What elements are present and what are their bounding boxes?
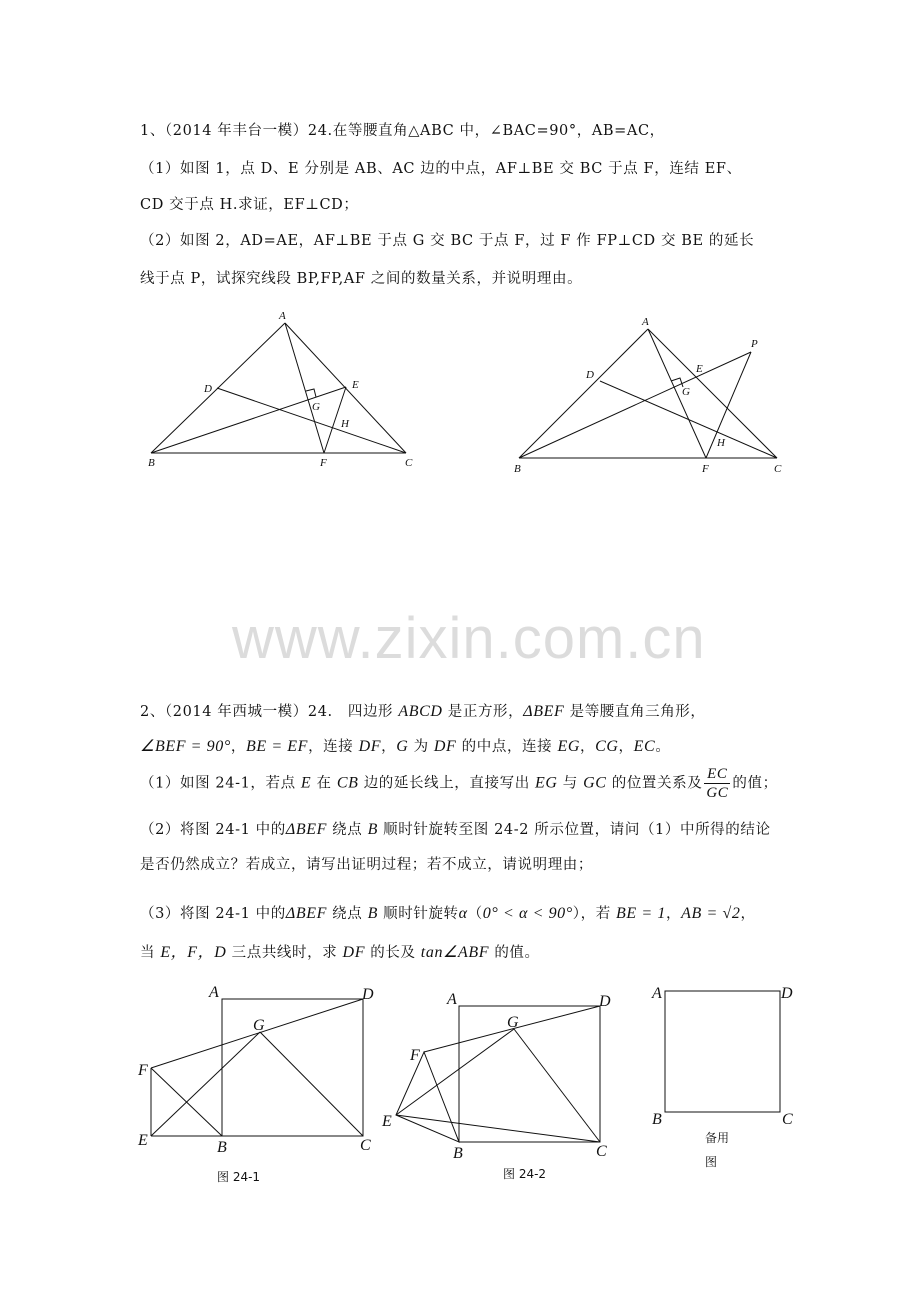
p2-l2-end: 。 — [655, 739, 671, 755]
p2-l3-gc: GC — [583, 774, 607, 792]
p2-l1-a: 2、（2014 年西城一模）24. 四边形 — [140, 704, 399, 720]
problem1-line4: （2）如图 2，AD=AE，AF⊥BE 于点 G 交 BC 于点 F，过 F 作 FP⊥CD 交 BE 的延长 — [140, 233, 755, 249]
fig2-label-g: G — [682, 386, 690, 398]
p2-ec: EC — [633, 738, 656, 755]
p2-l2-sep3: ， — [580, 739, 596, 755]
p2-l2-t2: 为 — [408, 739, 434, 755]
fig1-label-a: A — [279, 310, 286, 322]
fig2-label-e: E — [696, 363, 703, 375]
p2-l4-point-b: B — [367, 821, 378, 838]
p2-l7-a: 当 — [140, 945, 161, 961]
p2-l4-a: （2）将图 24-1 中的 — [140, 822, 286, 838]
p2-l6-c: 顺时针旋转 — [377, 906, 459, 922]
fig241-label-d: D — [362, 986, 374, 1003]
p2-l3-e2: 的位置关系及 — [606, 775, 703, 792]
fig241-label-f: F — [138, 1062, 148, 1079]
fig2-label-d: D — [586, 369, 594, 381]
problem1-line5: 线于点 P，试探究线段 BP,FP,AF 之间的数量关系，并说明理由。 — [140, 271, 583, 287]
fig242-label-f: F — [410, 1047, 420, 1064]
fig2-label-p: P — [751, 338, 758, 350]
fig242-label-c: C — [596, 1143, 607, 1160]
figure-24-1-caption: 图 24-1 — [217, 1170, 261, 1184]
fig241-label-e: E — [138, 1132, 148, 1149]
spare-label-a: A — [652, 985, 662, 1002]
p2-l1-b: 是正方形， — [442, 704, 524, 720]
p2-l6-ab: AB = √2 — [681, 905, 741, 922]
fig2-label-b: B — [514, 463, 521, 475]
fraction-numerator: EC — [704, 765, 730, 784]
p2-l3-d: 与 — [557, 775, 584, 792]
fig2-label-h: H — [717, 437, 725, 449]
fig241-label-b: B — [217, 1139, 227, 1156]
p2-l6-a: （3）将图 24-1 中的 — [140, 906, 286, 922]
p2-g: G — [396, 738, 409, 755]
p2-l2-t3: 的中点，连接 — [456, 739, 558, 755]
p2-l6-d: （ — [467, 906, 483, 922]
p2-l4-c: 顺时针旋转至图 24-2 所示位置，请问（1）中所得的结论 — [377, 822, 771, 838]
spare-label-b: B — [652, 1111, 662, 1128]
fig241-label-c: C — [360, 1137, 371, 1154]
fig242-label-a: A — [447, 991, 457, 1008]
fig1-label-d: D — [204, 383, 212, 395]
p2-l6-e: ），若 — [572, 906, 617, 922]
p2-df2: DF — [433, 738, 457, 755]
p2-l6-point-b: B — [367, 905, 378, 922]
fig1-label-f: F — [320, 457, 327, 469]
problem2-line5: 是否仍然成立？若成立，请写出证明过程；若不成立，请说明理由； — [140, 857, 593, 873]
fig241-label-a: A — [209, 984, 219, 1001]
fig242-label-b: B — [453, 1145, 463, 1162]
p2-cg: CG — [595, 738, 619, 755]
fig241-label-g: G — [253, 1017, 265, 1034]
fig2-label-f: F — [702, 463, 709, 475]
figure-24-2-caption: 图 24-2 — [503, 1167, 547, 1181]
p2-bef: ΔBEF — [523, 703, 565, 720]
p2-l3-cb: CB — [336, 774, 359, 792]
p2-l4-b: 绕点 — [326, 822, 368, 838]
watermark: www.zixin.com.cn — [232, 606, 706, 671]
problem1-line1: 1、（2014 年丰台一模）24.在等腰直角△ABC 中，∠BAC=90°，AB=AC， — [140, 123, 665, 139]
spare-label-c: C — [782, 1111, 793, 1128]
p2-l3-a: （1）如图 24-1，若点 — [140, 775, 301, 792]
p2-l6-f: ， — [666, 906, 682, 922]
p2-l3-b: 在 — [311, 775, 337, 792]
p2-l3-c: 边的延长线上，直接写出 — [358, 775, 536, 792]
spare-label-d: D — [781, 985, 793, 1002]
spare-figure-caption-1: 备用 — [705, 1131, 730, 1145]
p2-l2-t1: ，连接 — [308, 739, 359, 755]
problem1-line2: （1）如图 1，点 D、E 分别是 AB、AC 边的中点，AF⊥BE 交 BC 于点 F，连结 EF、 — [140, 161, 742, 177]
fig1-label-b: B — [148, 457, 155, 469]
p2-abcd: ABCD — [398, 703, 443, 720]
p2-l6-b: 绕点 — [326, 906, 368, 922]
spare-figure-caption-2: 图 — [705, 1155, 718, 1169]
problem1-line3: CD 交于点 H.求证，EF⊥CD； — [140, 197, 359, 213]
p2-l2-sep4: ， — [618, 739, 634, 755]
p2-l7-df: DF — [342, 944, 366, 961]
fig242-label-d: D — [599, 993, 611, 1010]
p2-df: DF — [358, 738, 382, 755]
p2-l1-c: 是等腰直角三角形， — [564, 704, 706, 720]
p2-be-eq-ef: BE = EF — [245, 738, 309, 755]
fig1-label-g: G — [312, 401, 320, 413]
p2-l6-range: 0° < α < 90° — [482, 905, 573, 922]
fig1-label-h: H — [341, 418, 349, 430]
p2-l2-sep2: ， — [381, 739, 397, 755]
p2-l3-f: 的值； — [732, 775, 778, 792]
fig2-label-c: C — [774, 463, 782, 475]
p2-l7-efd: E，F，D — [160, 944, 227, 961]
fig1-label-e: E — [352, 379, 359, 391]
p2-l3-eg: EG — [535, 774, 558, 792]
p2-l6-g: ， — [740, 906, 756, 922]
p2-l7-d: 的值。 — [489, 945, 540, 961]
p2-l6-bef: ΔBEF — [285, 905, 327, 922]
p2-l7-b: 三点共线时，求 — [226, 945, 343, 961]
p2-l7-c: 的长及 — [365, 945, 421, 961]
p2-l4-bef: ΔBEF — [285, 821, 327, 838]
p2-l3-e: E — [300, 774, 312, 792]
fig242-label-e: E — [382, 1113, 392, 1130]
p2-eg: EG — [557, 738, 580, 755]
fig1-label-c: C — [405, 457, 413, 469]
fig242-label-g: G — [507, 1014, 519, 1031]
p2-angle-bef: ∠BEF = 90° — [140, 738, 231, 755]
fraction-denominator: GC — [706, 785, 729, 801]
p2-l7-tan: tan∠ABF — [420, 944, 490, 961]
p2-l6-be: BE = 1 — [616, 905, 666, 922]
fig2-label-a: A — [642, 316, 649, 328]
p2-l2-sep1: ， — [230, 739, 246, 755]
p2-l6-alpha: α — [458, 905, 468, 922]
